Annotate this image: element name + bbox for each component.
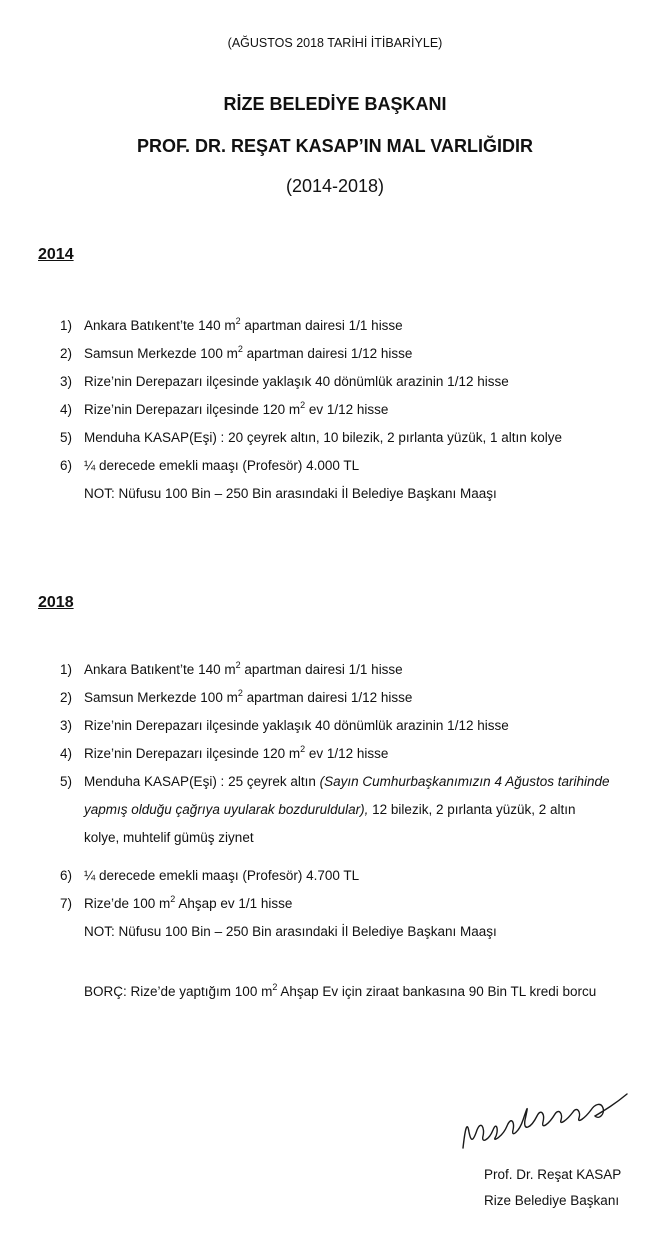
signatory-name: Prof. Dr. Reşat KASAP [484, 1167, 622, 1182]
title-line-1: RİZE BELEDİYE BAŞKANI [223, 94, 447, 114]
signatory-block [484, 1162, 621, 1214]
year-heading-2014: 2014 [38, 246, 74, 263]
handwritten-signature [455, 1080, 635, 1160]
document-page: (AĞUSTOS 2018 TARİHİ İTİBARİYLE) RİZE BELEDİYE BAŞKANI PROF. DR. REŞAT KASAP’IN MAL VARLIĞIDIR (2014-2018) 2014 1) Ankara Batıkent’te 140 $m^2$ apartman dairesi 1/1 hisse 2) Samsun Merkezde 100 $m^2$ apartman dairesi 1/12 hisse 3) Rize’nin Derepazarı ilçesinde yaklaşık 40 dönümlük arazinin 1/12 hisse 4) Rize’nin Derepazarı ilçesinde 120 $m^2$ ev 1/12 hisse 5) Menduha KASAP(Eşi) : 20 çeyrek altın, 10 bilezik, 2 pırlanta yüzük, 1 altın kolye 6) ¼ derecede emekli maaşı (Profesör) 4.000 TL NOT: Nüfusu 100 Bin – 250 Bin arasındaki İl Belediye Başkanı Maaşı 2018 1) Ankara Batıkent’te 140 $m^2$ apartman dairesi 1/1 hisse 2) Samsun Merkezde 100 $m^2$ apartman dairesi 1/12 hisse 3) Rize’nin Derepazarı ilçesinde yaklaşık 40 dönümlük arazinin 1/12 hisse 4) Rize’nin Derepazarı ilçesinde 120 $m^2$ ev 1/12 hisse 5) Menduha KASAP(Eşi) : 25 çeyrek altın (Sayın Cumhurbaşkanımızın 4 Ağustos tarihinde yapmış olduğu çağrıya uyularak bozduruldular), 12 bilezik, 2 pırlanta yüzük, 2 altın kolye, muhtelif gümüş ziynet 6) ¼ derecede emekli maaşı (Profesör) 4.700 TL 7) Rize’de 100 $m^2$ Ahşap ev 1/1 hisse NOT: Nüfusu 100 Bin – 250 Bin arasındaki İl Belediye Başkanı Maaşı BORÇ: Rize’de yaptığım 100 $m^2$ Ahşap Ev için ziraat bankasına 90 Bin TL kredi borcu Prof. Dr. Reşat KASAP Rize Belediye Başkanı [0, 0, 670, 1250]
year-heading-2018: 2018 [38, 594, 74, 611]
signatory-role: Rize Belediye Başkanı [484, 1193, 620, 1208]
debt-line: BORÇ: Rize’de yaptığım 100 $m^2$ Ahşap Ev için ziraat bankasına 90 Bin TL kredi borcu [84, 982, 597, 999]
date-line: (AĞUSTOS 2018 TARİHİ İTİBARİYLE) [227, 36, 443, 50]
title-line-2: PROF. DR. REŞAT KASAP’IN MAL VARLIĞIDIR [136, 136, 534, 156]
salary-note-2014: NOT: Nüfusu 100 Bin – 250 Bin arasındaki İl Belediye Başkanı Maaşı [84, 486, 497, 501]
list-item: 5) Menduha KASAP(Eşi) : 25 çeyrek altın (Sayın Cumhurbaşkanımızın 4 Ağustos tarihinde yapmış olduğu çağrıya uyularak bozduruldular), 12 bilezik, 2 pırlanta yüzük, 2 altın kolye, muhtelif gümüş ziynet [60, 774, 610, 845]
title-period: (2014-2018) [285, 176, 385, 196]
salary-note-2018: NOT: Nüfusu 100 Bin – 250 Bin arasındaki İl Belediye Başkanı Maaşı [84, 924, 497, 939]
